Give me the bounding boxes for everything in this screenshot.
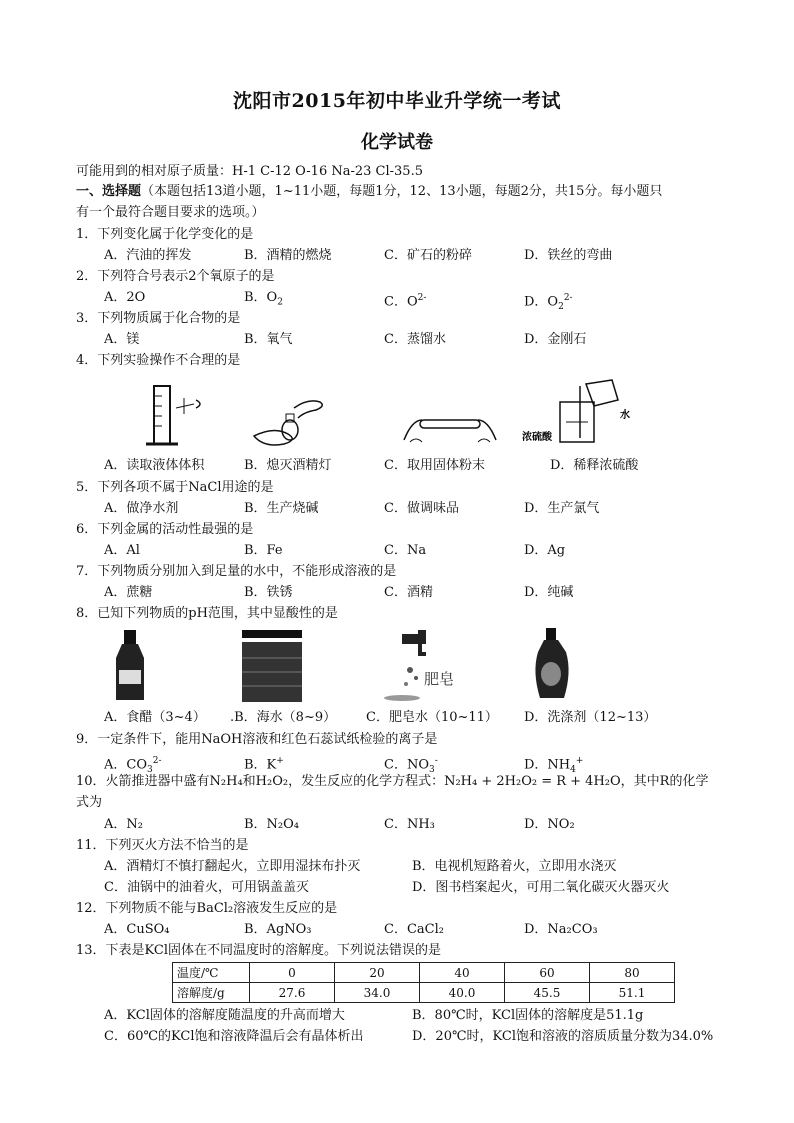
q4-option-a: A．读取液体体积 — [104, 458, 205, 473]
section1-heading: 一、选择题 — [76, 184, 142, 199]
q6-option-c: C．Na — [384, 543, 427, 558]
q9-d-sub: 4 — [570, 764, 576, 775]
q9-a-text: A．CO — [104, 757, 147, 773]
alcohol-lamp-figure — [250, 390, 330, 450]
q2-b-sub: 2 — [277, 297, 283, 308]
test-tube-figure — [400, 400, 500, 450]
q12-option-c: C．CaCl₂ — [384, 922, 444, 937]
q4-stem: 4．下列实验操作不合理的是 — [76, 353, 241, 368]
q9-b-text: B．K — [244, 757, 277, 773]
q6-option-b: B．Fe — [244, 543, 283, 558]
q1-stem: 1．下列变化属于化学变化的是 — [76, 227, 254, 242]
q13-option-b: B．80℃时，KCl固体的溶解度是51.1g — [412, 1008, 644, 1023]
q2-b-text: B．O — [244, 290, 278, 305]
q9-c-text: C．NO — [384, 757, 429, 773]
q1-option-a: A．汽油的挥发 — [104, 248, 192, 263]
detergent-bottle-figure — [530, 626, 574, 704]
q9-a-sup: 2- — [152, 756, 162, 766]
q2-c-sup: 2- — [417, 293, 427, 303]
table-row — [173, 983, 675, 1003]
q3-option-b: B．氧气 — [244, 332, 293, 347]
q2-option-c — [384, 288, 426, 312]
soap-figure — [380, 628, 470, 704]
q9-stem: 9．一定条件下，能用NaOH溶液和红色石蕊试纸检验的离子是 — [76, 732, 438, 747]
q5-option-b: B．生产烧碱 — [244, 501, 319, 516]
q12-option-a: A．CuSO₄ — [104, 922, 170, 937]
q2-stem: 2．下列符合号表示2个氧原子的是 — [76, 269, 275, 284]
q9-d-text: D．NH — [524, 757, 571, 773]
table-cell: 27.6 — [250, 983, 335, 1003]
q2-c-text: C．O — [384, 294, 418, 310]
exam-subtitle: 化学试卷 — [361, 132, 433, 153]
table-cell: 60 — [505, 963, 590, 983]
q2-option-b — [244, 288, 283, 313]
q2-d-sub: 2 — [558, 301, 564, 312]
q11-option-d: D．图书档案起火，可用二氧化碳灭火器灭火 — [412, 880, 670, 895]
q11-stem: 11．下列灭火方法不恰当的是 — [76, 838, 249, 853]
seawater-figure — [240, 628, 304, 704]
q9-b-sup: + — [276, 756, 284, 766]
q13-option-c: C．60℃的KCl饱和溶液降温后会有晶体析出 — [104, 1029, 364, 1044]
table-cell: 34.0 — [335, 983, 420, 1003]
soap-label: 肥皂 — [424, 670, 455, 688]
table-cell: 45.5 — [505, 983, 590, 1003]
q8-option-b: .B．海水（8~9） — [230, 710, 337, 725]
q12-stem: 12．下列物质不能与BaCl₂溶液发生反应的是 — [76, 901, 338, 916]
exam-title: 沈阳市2015年初中毕业升学统一考试 — [233, 90, 561, 112]
vinegar-bottle-figure — [110, 628, 150, 704]
q12-option-b: B．AgNO₃ — [244, 922, 312, 937]
section1-desc: （本题包括13道小题，1~11小题，每题1分，12、13小题，每题2分，共15分。每小题只 — [141, 184, 663, 199]
q11-option-b: B．电视机短路着火，立即用水浇灭 — [412, 859, 617, 874]
atomic-masses: 可能用到的相对原子质量：H-1 C-12 O-16 Na-23 Cl-35.5 — [76, 164, 423, 179]
q10-stem-line2: 式为 — [76, 795, 103, 810]
q5-option-d: D．生产氯气 — [524, 501, 600, 516]
acid-label: 浓硫酸 — [522, 432, 552, 443]
dilute-acid-figure — [520, 378, 640, 448]
q5-option-a: A．做净水剂 — [104, 501, 179, 516]
water-label: 水 — [620, 410, 630, 421]
q13-option-d: D．20℃时，KCl饱和溶液的溶质质量分数为34.0% — [412, 1029, 714, 1044]
q9-a-sub: 3 — [147, 764, 153, 775]
q9-c-sub: 3 — [428, 764, 435, 775]
q9-d-sup: + — [575, 756, 584, 766]
q8-option-a: A．食醋（3~4） — [104, 710, 206, 725]
q11-option-a: A．酒精灯不慎打翻起火，立即用湿抹布扑灭 — [104, 859, 361, 874]
q11-option-c: C．油锅中的油着火，可用锅盖盖灭 — [104, 880, 309, 895]
graduated-cylinder-figure — [140, 380, 220, 450]
q5-option-c: C．做调味品 — [384, 501, 459, 516]
q10-option-a: A．N₂ — [104, 817, 143, 832]
q3-option-c: C．蒸馏水 — [384, 332, 446, 347]
table-cell: 40.0 — [420, 983, 505, 1003]
table-cell: 0 — [250, 963, 335, 983]
section1-line1 — [76, 182, 662, 202]
q4-option-c: C．取用固体粉末 — [384, 458, 485, 473]
q7-option-a: A．蔗糖 — [104, 585, 153, 600]
table-header-solubility: 溶解度/g — [173, 983, 250, 1003]
q5-stem: 5．下列各项不属于NaCl用途的是 — [76, 480, 274, 495]
table-header-temp: 温度/℃ — [173, 963, 250, 983]
q4-option-d: D．稀释浓硫酸 — [550, 458, 639, 473]
q8-stem: 8．已知下列物质的pH范围，其中显酸性的是 — [76, 606, 338, 621]
q12-option-d: D．Na₂CO₃ — [524, 922, 598, 937]
q6-stem: 6．下列金属的活动性最强的是 — [76, 522, 254, 537]
q10-stem-line1: 10．火箭推进器中盛有N₂H₄和H₂O₂，发生反应的化学方程式：N₂H₄ + 2H₂O₂ = R + 4H₂O，其中R的化学 — [76, 774, 709, 789]
q3-option-a: A．镁 — [104, 332, 140, 347]
table-cell: 51.1 — [590, 983, 675, 1003]
q7-option-d: D．纯碱 — [524, 585, 574, 600]
q10-option-d: D．NO₂ — [524, 817, 575, 832]
q1-option-c: C．矿石的粉碎 — [384, 248, 472, 263]
q1-option-d: D．铁丝的弯曲 — [524, 248, 613, 263]
q1-option-b: B．酒精的燃烧 — [244, 248, 332, 263]
table-cell: 20 — [335, 963, 420, 983]
q10-option-b: B．N₂O₄ — [244, 817, 300, 832]
table-cell: 40 — [420, 963, 505, 983]
q2-option-d — [524, 288, 573, 317]
q9-c-sup: - — [434, 756, 438, 766]
table-cell: 80 — [590, 963, 675, 983]
q7-stem: 7．下列物质分别加入到足量的水中，不能形成溶液的是 — [76, 564, 397, 579]
q2-d-sup: 2- — [563, 293, 573, 303]
q4-option-b: B．熄灭酒精灯 — [244, 458, 332, 473]
q8-option-c: C．肥皂水（10~11） — [366, 710, 498, 725]
q6-option-d: D．Ag — [524, 543, 566, 558]
q13-option-a: A．KCl固体的溶解度随温度的升高而增大 — [104, 1008, 345, 1023]
q3-option-d: D．金刚石 — [524, 332, 587, 347]
q2-d-text: D．O — [524, 294, 559, 310]
section1-line2: 有一个最符合题目要求的选项。） — [76, 205, 265, 220]
q13-stem: 13．下表是KCl固体在不同温度时的溶解度。下列说法错误的是 — [76, 943, 442, 958]
q10-option-c: C．NH₃ — [384, 817, 435, 832]
q8-option-d: D．洗涤剂（12~13） — [524, 710, 657, 725]
table-row — [173, 963, 675, 983]
q3-stem: 3．下列物质属于化合物的是 — [76, 311, 241, 326]
q6-option-a: A．Al — [104, 543, 140, 558]
q7-option-b: B．铁锈 — [244, 585, 293, 600]
q7-option-c: C．酒精 — [384, 585, 433, 600]
solubility-table — [172, 962, 675, 1003]
q2-option-a: A．2O — [104, 290, 146, 305]
